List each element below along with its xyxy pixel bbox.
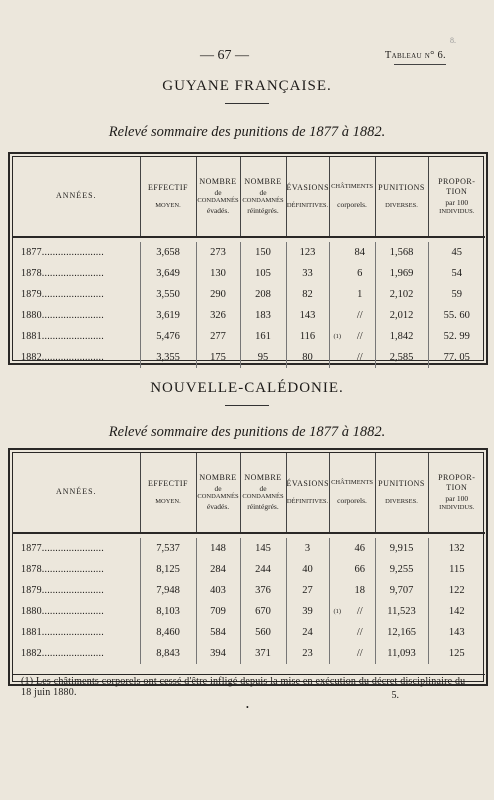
punitions-table-guyane [13,157,485,368]
section-subtitle-guyane: Relevé sommaire des punitions de 1877 à 1882. [108,124,386,140]
header-chatiments: CHÂTIMENTS corporels. [329,453,375,533]
table-row: 1878....................... 3,649 130 105 33 6 1,969 54 [13,263,485,284]
table-row: 1878....................... 8,125 284 244 40 66 9,255 115 [13,559,485,580]
header-effectif: EFFECTIF MOYEN. [140,453,196,533]
header-annees: ANNÉES. [55,487,97,497]
footnote: (1) Les châtiments corporels ont cessé d'être infligé depuis la mise en exécution du décret disciplinaire du 18 juin 1880. [21,675,466,698]
header-annees: ANNÉES. [55,191,97,201]
corner-mark: 8. [450,36,456,45]
table-frame-guyane [8,152,488,365]
table-header-row [13,157,485,237]
table-row: 1881....................... 8,460 584 560 24 // 12,165 143 [13,622,485,643]
header-condamnes-reintegres: NOMBRE de CONDAMNÉS réintégrés. [240,157,286,237]
header-proportion: PROPOR- TION par 100 INDIVIDUS. [428,157,485,237]
table-row: 1880....................... 8,103 709 670 39 (1) // 11,523 142 [13,601,485,622]
table-row: 1882....................... 3,355 175 95 80 // 2,585 77. 05 [13,347,485,368]
table-header-row [13,453,485,533]
table-row: 1879....................... 7,948 403 376 27 18 9,707 122 [13,580,485,601]
header-condamnes-evades: NOMBRE de CONDAMNÉS évadés. [196,157,240,237]
title-rule [225,103,269,104]
header-evasions: ÉVASIONS DÉFINITIVES. [286,157,329,237]
section-subtitle-nouvelle-caledonie: Relevé sommaire des punitions de 1877 à 1882. [108,424,386,440]
table-row: 1877....................... 7,537 148 145 3 46 9,915 132 [13,538,485,559]
table-reference: Tableau n° 6. [384,50,446,61]
header-chatiments: CHÂTIMENTS corporels. [329,157,375,237]
header-evasions: ÉVASIONS DÉFINITIVES. [286,453,329,533]
punitions-table-nouvelle-caledonie [13,453,485,699]
table-row: 1879....................... 3,550 290 208 82 1 2,102 59 [13,284,485,305]
ink-dot: • [246,703,249,712]
table-row: 1880....................... 3,619 326 183 143 // 2,012 55. 60 [13,305,485,326]
table-frame-nouvelle-caledonie [8,448,488,698]
section-title-nouvelle-caledonie: NOUVELLE-CALÉDONIE. [150,380,344,396]
table-row: 1881....................... 5,476 277 161 116 (1) // 1,842 52. 99 [13,326,485,347]
header-condamnes-evades: NOMBRE de CONDAMNÉS évadés. [196,453,240,533]
header-punitions: PUNITIONS DIVERSES. [375,453,428,533]
table-row: 1882....................... 8,843 394 371 23 // 11,093 125 [13,643,485,664]
header-effectif: EFFECTIF MOYEN. [140,157,196,237]
header-condamnes-reintegres: NOMBRE de CONDAMNÉS réintégrés. [240,453,286,533]
table-reference-rule [394,64,446,65]
header-proportion: PROPOR- TION par 100 INDIVIDUS. [428,453,485,533]
table-row: 1877....................... 3,658 273 150 123 84 1,568 45 [13,242,485,263]
page-mark: 5. [391,690,399,701]
section-title-guyane: GUYANE FRANÇAISE. [162,78,332,94]
page-number: — 67 — [200,48,249,63]
header-punitions: PUNITIONS DIVERSES. [375,157,428,237]
title-rule [225,405,269,406]
